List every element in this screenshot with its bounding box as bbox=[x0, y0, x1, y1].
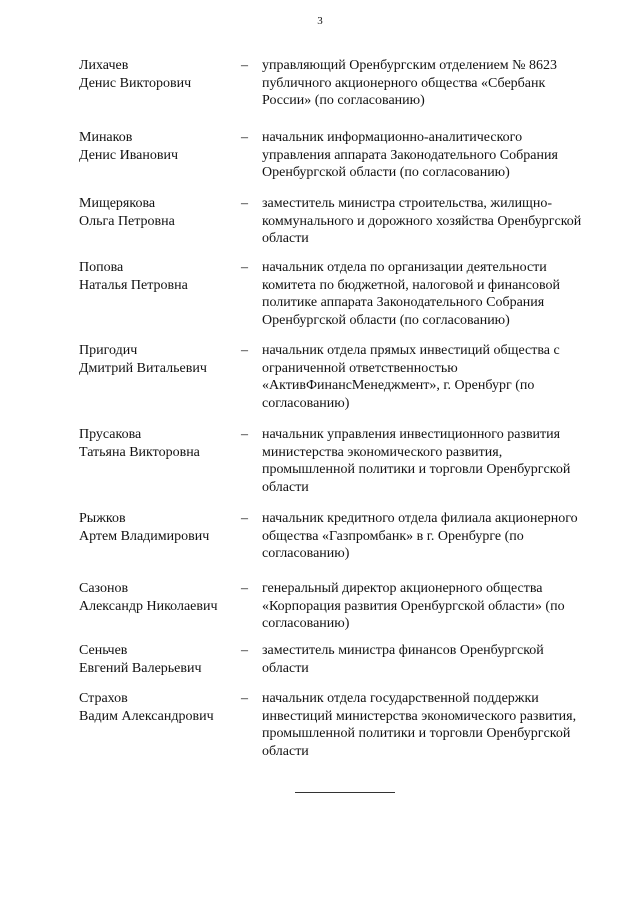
member-name bbox=[79, 342, 241, 426]
member-position: начальник отдела прямых инвестиций общества с ограниченной ответственностью «АктивФинансМенеджмент», г. Оренбург (по согласованию) bbox=[262, 343, 560, 411]
member-name bbox=[79, 129, 241, 195]
closing-rule bbox=[295, 792, 395, 793]
member-given-names: Евгений Валерьевич bbox=[79, 660, 202, 676]
member-position: начальник отдела по организации деятельности комитета по бюджетной, налоговой и финансовой политике аппарата Законодательного Собрания Оренбургской области (по согласованию) bbox=[262, 260, 560, 328]
member-given-names: Александр Николаевич bbox=[79, 598, 218, 614]
member-surname: Пригодич bbox=[79, 343, 138, 358]
member-given-names: Денис Иванович bbox=[79, 147, 179, 163]
dash-separator: – bbox=[241, 130, 248, 145]
member-surname: Прусакова bbox=[79, 427, 142, 442]
member-entry bbox=[79, 580, 599, 642]
member-name bbox=[79, 195, 241, 259]
member-position: заместитель министра финансов Оренбургской области bbox=[262, 643, 544, 676]
dash-separator: – bbox=[241, 196, 248, 211]
member-surname: Минаков bbox=[79, 130, 133, 145]
member-entry bbox=[79, 259, 599, 342]
member-entry bbox=[79, 57, 599, 129]
member-position: генеральный директор акционерного общества «Корпорация развития Оренбургской области» (по согласованию) bbox=[262, 581, 565, 631]
member-position: заместитель министра строительства, жилищно-коммунального и дорожного хозяйства Оренбургской области bbox=[262, 196, 582, 246]
member-entry bbox=[79, 510, 599, 580]
member-surname: Мищерякова bbox=[79, 196, 156, 211]
member-name bbox=[79, 426, 241, 510]
member-given-names: Ольга Петровна bbox=[79, 213, 175, 229]
member-list bbox=[79, 57, 599, 760]
member-given-names: Татьяна Викторовна bbox=[79, 444, 200, 460]
member-name bbox=[79, 57, 241, 129]
dash-separator: – bbox=[241, 581, 248, 596]
member-name bbox=[79, 259, 241, 342]
member-surname: Страхов bbox=[79, 691, 128, 706]
member-entry bbox=[79, 342, 599, 426]
member-position: управляющий Оренбургским отделением № 8623 публичного акционерного общества «Сбербанк России» (по согласованию) bbox=[262, 58, 557, 108]
member-name bbox=[79, 580, 241, 642]
dash-separator: – bbox=[241, 691, 248, 706]
dash-separator: – bbox=[241, 343, 248, 358]
dash-separator: – bbox=[241, 58, 248, 73]
page-number: 3 bbox=[317, 15, 323, 27]
member-position: начальник информационно-аналитического управления аппарата Законодательного Собрания Оренбургской области (по согласованию) bbox=[262, 130, 558, 180]
member-name bbox=[79, 690, 241, 760]
member-surname: Попова bbox=[79, 260, 124, 275]
member-surname: Сеньчев bbox=[79, 643, 128, 658]
member-name bbox=[79, 642, 241, 690]
member-entry bbox=[79, 642, 599, 690]
dash-separator: – bbox=[241, 427, 248, 442]
member-surname: Рыжков bbox=[79, 511, 126, 526]
member-entry bbox=[79, 690, 599, 760]
member-given-names: Вадим Александрович bbox=[79, 708, 214, 724]
member-entry bbox=[79, 195, 599, 259]
dash-separator: – bbox=[241, 643, 248, 658]
member-position: начальник управления инвестиционного развития министерства экономического развития, промышленной политики и торговли Оренбургской области bbox=[262, 427, 571, 495]
member-name bbox=[79, 510, 241, 580]
member-given-names: Артем Владимирович bbox=[79, 528, 210, 544]
member-given-names: Дмитрий Витальевич bbox=[79, 360, 207, 376]
member-given-names: Денис Викторович bbox=[79, 75, 192, 91]
member-surname: Лихачев bbox=[79, 58, 129, 73]
member-entry bbox=[79, 426, 599, 510]
member-position: начальник кредитного отдела филиала акционерного общества «Газпромбанк» в г. Оренбурге (по согласованию) bbox=[262, 511, 578, 561]
dash-separator: – bbox=[241, 260, 248, 275]
member-surname: Сазонов bbox=[79, 581, 129, 596]
dash-separator: – bbox=[241, 511, 248, 526]
member-given-names: Наталья Петровна bbox=[79, 277, 188, 293]
member-position: начальник отдела государственной поддержки инвестиций министерства экономического развития, промышленной политики и торговли Оренбургской области bbox=[262, 691, 577, 759]
member-entry bbox=[79, 129, 599, 195]
